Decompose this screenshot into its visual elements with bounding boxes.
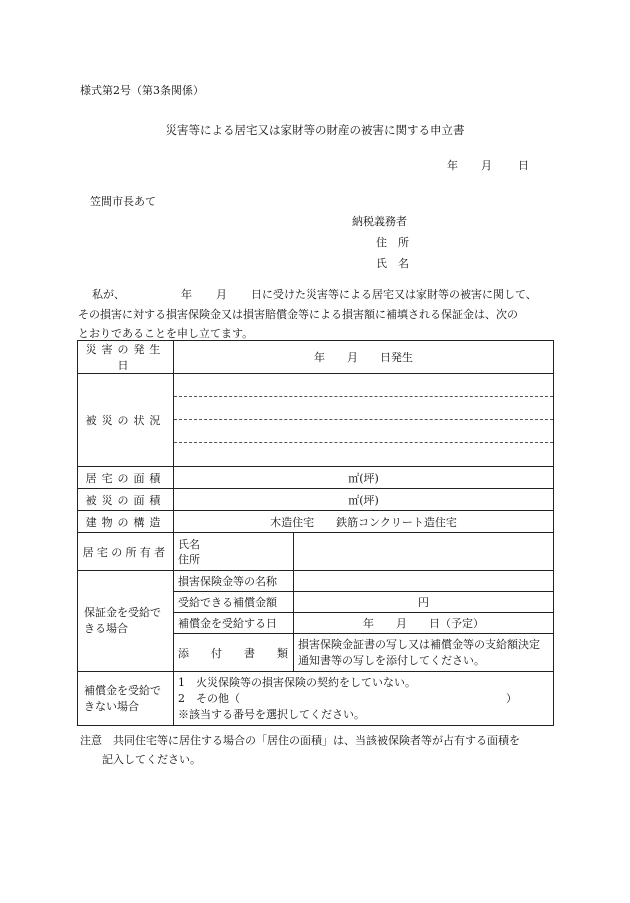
date-month: 月 (481, 159, 492, 172)
compensation-received-label: 保証金を受給できる場合 (78, 571, 174, 672)
applicant-name: 氏 名 (376, 257, 409, 270)
damaged-area-field[interactable]: ㎡(坪) (174, 489, 554, 511)
owner-field[interactable] (294, 533, 554, 571)
statement-line2: その損害に対する損害保険金又は損害賠償金等による損害額に補填される保証金は、次の (78, 307, 518, 321)
statement-year: 年 (181, 288, 192, 301)
residence-area-field[interactable]: ㎡(坪) (174, 467, 554, 489)
document-title: 災害等による居宅又は家財等の財産の被害に関する申立書 (165, 123, 465, 137)
residence-area-label: 居宅の面積 (78, 467, 174, 489)
no-comp-option-1[interactable]: 1 火災保険等の損害保険の契約をしていない。 (178, 675, 416, 689)
owner-label: 居宅の所有者 (78, 533, 174, 571)
footnote (80, 731, 560, 769)
no-compensation-label: 補償金を受給できない場合 (78, 672, 174, 726)
form-number: 様式第2号（第3条関係） (80, 84, 204, 97)
receipt-date-field[interactable]: 年 月 日（予定） (294, 613, 554, 634)
receivable-amount-field[interactable]: 円 (294, 592, 554, 613)
structure-options[interactable]: 木造住宅 鉄筋コンクリート造住宅 (174, 511, 554, 533)
footnote-line2: 記入してください。 (102, 753, 201, 766)
attachments-value: 損害保険金証書の写し又は補償金等の支給額決定通知書等の写しを添付してください。 (294, 634, 554, 672)
receipt-date-label: 補償金を受給する日 (174, 613, 294, 634)
statement-line3: とおりであることを申し立てます。 (78, 327, 254, 340)
date-day: 日 (518, 159, 529, 172)
damage-status-label: 被災の状況 (78, 374, 174, 467)
applicant-address: 住 所 (376, 236, 409, 249)
structure-label: 建物の構造 (78, 511, 174, 533)
statement-text (78, 285, 558, 344)
owner-address-label: 住所 (178, 552, 200, 566)
no-comp-option-2[interactable] (178, 691, 549, 707)
damage-status-line (174, 397, 553, 420)
no-comp-option-2-close: ） (506, 691, 517, 705)
statement-intro: 私が、 (92, 288, 125, 301)
statement-rest: 日に受けた災害等による居宅又は家財等の被害に関して、 (251, 288, 537, 301)
insurance-name-label: 損害保険金等の名称 (174, 571, 294, 592)
footnote-line1: 注意 共同住宅等に居住する場合の「居住の面積」は、当該被保険者等が占有する面積を (80, 734, 520, 747)
statement-month: 月 (216, 288, 227, 301)
addressee: 笠間市長あて (90, 195, 156, 208)
date-year: 年 (447, 159, 458, 172)
no-comp-option-2-text: 2 その他（ (178, 691, 240, 705)
damage-status-line (174, 374, 553, 397)
owner-name-address (174, 533, 294, 571)
no-compensation-options (174, 672, 554, 726)
disaster-date-label: 災害の発生日 (78, 341, 174, 374)
attachments-label: 添 付 書 類 (174, 634, 294, 672)
applicant-label: 納税義務者 (352, 215, 407, 228)
owner-name-label: 氏名 (178, 537, 200, 551)
insurance-name-field[interactable] (294, 571, 554, 592)
no-comp-note: ※該当する番号を選択してください。 (178, 707, 365, 721)
damage-status-line (174, 420, 553, 443)
damaged-area-label: 被災の面積 (78, 489, 174, 511)
damage-status-field[interactable] (174, 374, 554, 467)
application-table (77, 340, 554, 726)
disaster-date-field[interactable]: 年 月 日発生 (174, 341, 554, 374)
receivable-amount-label: 受給できる補償金額 (174, 592, 294, 613)
